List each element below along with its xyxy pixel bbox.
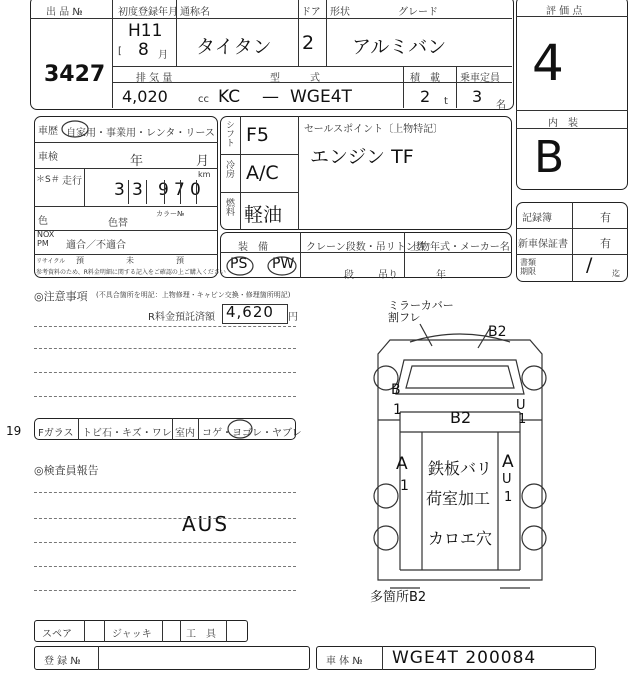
- interior-score: B: [534, 132, 565, 183]
- recycle-col: 預: [76, 256, 84, 265]
- body-note: カロエ穴: [428, 529, 493, 548]
- equip-label: 装 備: [238, 242, 268, 253]
- mileage-unit: km: [198, 170, 211, 179]
- rating-box: [516, 0, 628, 190]
- lot-label: 出 品 №: [46, 7, 83, 18]
- interior-label: 内 装: [548, 118, 578, 129]
- mileage-digit: 3: [114, 180, 125, 200]
- equip-ps: PS: [230, 256, 248, 272]
- history-circle-mark: [60, 118, 90, 140]
- period-label: 書類期限: [520, 258, 536, 276]
- capacity-label: 積 載: [410, 73, 440, 84]
- upper-label: 上物年式・メーカー名: [410, 242, 510, 253]
- mileage-label: 走行: [62, 176, 82, 187]
- recycle-label: リサイクル: [36, 258, 66, 265]
- mileage-digit: 3: [132, 180, 143, 200]
- history-options: 自家用・事業用・レンタ・リース: [66, 128, 215, 139]
- rating-score: 4: [532, 34, 564, 92]
- model-name: タイタン: [196, 36, 272, 58]
- displacement-label: 排 気 量: [136, 73, 173, 84]
- chassis-value: WGE4T 200084: [392, 648, 537, 668]
- checklist-item: コゲ・ヨゴレ・ヤブレ: [202, 428, 302, 439]
- record-label: 記録簿: [522, 213, 552, 224]
- type-code: WGE4T: [290, 87, 352, 107]
- nox-label: NOX PM: [37, 230, 55, 248]
- displacement-unit: cc: [198, 94, 209, 105]
- equip-circles: [224, 254, 304, 278]
- mileage-digit: 9: [158, 180, 169, 200]
- period-unit: 迄: [612, 269, 620, 278]
- recycle-fee-label: R料金預託済額: [148, 312, 215, 323]
- notes-title-note: (不具合箇所を明記：上物修理・キャビン交換・修理箇所明記): [96, 291, 291, 299]
- damage-mark: B: [391, 382, 401, 398]
- inspector-comment: AUS: [182, 512, 230, 536]
- color-no-label: カラー№: [156, 210, 185, 218]
- chassis-label: 車 体 №: [326, 656, 363, 667]
- type-label: 型 式: [270, 73, 320, 84]
- grade-label: グレード: [398, 7, 438, 18]
- diagram-bottom-note: 多箇所B2: [370, 590, 427, 605]
- shift-value: F5: [246, 124, 270, 146]
- damage-mark: B2: [488, 324, 507, 340]
- damage-mark: 1: [504, 490, 513, 505]
- inspection-month: 月: [196, 154, 210, 169]
- passengers-unit: 名: [496, 100, 506, 111]
- damage-mark: 1: [518, 412, 527, 427]
- tools-label: 工 具: [186, 629, 216, 640]
- inspection-year: 年: [130, 154, 144, 169]
- equip-pw: PW: [272, 256, 295, 272]
- ac-value: A/C: [246, 162, 279, 184]
- damage-mark: A: [396, 454, 408, 474]
- crane-label: クレーン段数・吊リトン数: [306, 242, 426, 253]
- mileage-prefix: ＊S＃: [36, 175, 60, 185]
- ac-label: 冷房: [224, 160, 234, 178]
- month-unit: 月: [158, 50, 168, 61]
- passengers-label: 乗車定員: [460, 73, 500, 84]
- model-name-label: 通称名: [180, 7, 210, 18]
- recycle-fee-value: 4,620: [226, 303, 274, 321]
- displacement-value: 4,020: [122, 87, 168, 106]
- damage-mark: 1: [393, 402, 402, 418]
- mileage-digit: 0: [190, 180, 201, 200]
- diagram-top-note: ミラーカバー 割フレ: [388, 299, 454, 324]
- stage-label: 段: [344, 270, 354, 281]
- capacity-unit: t: [444, 96, 448, 107]
- record-value: 有: [600, 211, 611, 224]
- history-label: 車歴: [38, 126, 58, 137]
- type-prefix: KC: [218, 87, 241, 107]
- damage-mark: 1: [400, 478, 409, 494]
- fuel-label: 燃料: [224, 198, 234, 216]
- notes-title: ◎注意事項: [34, 290, 88, 303]
- lot-number: 3427: [44, 62, 106, 87]
- damage-mark: B2: [450, 408, 472, 427]
- color-label: 色: [38, 216, 48, 227]
- jack-label: ジャッキ: [112, 629, 152, 640]
- recycle-fee-unit: 円: [288, 312, 298, 323]
- upper-year-label: 年: [436, 270, 446, 281]
- first-reg-month: 8: [138, 40, 149, 60]
- checklist-item: 室内: [175, 428, 195, 439]
- registration-label: 登 録 №: [44, 656, 81, 667]
- sales-point-label: セールスポイント〔上物特記〕: [304, 124, 444, 135]
- doors-value: 2: [302, 32, 315, 54]
- margin-mark: 19: [6, 424, 22, 438]
- body-note: 鉄板バリ: [428, 459, 493, 478]
- sales-point-value: エンジン TF: [310, 146, 414, 168]
- recycle-note: 参考資料のため、R料金明細に関する記入をご確認の上ご購入ください: [36, 269, 226, 276]
- nox-options: 適合／不適合: [66, 240, 126, 251]
- damage-mark: A: [502, 452, 514, 472]
- passengers-value: 3: [472, 87, 483, 106]
- first-reg-label: 初度登録年月: [118, 7, 178, 18]
- inspection-label: 車検: [38, 152, 58, 163]
- recycle-col: 預: [176, 256, 184, 265]
- body-note: 荷室加工: [426, 489, 491, 508]
- fuel-value: 軽油: [244, 204, 283, 226]
- shape-value: アルミバン: [352, 36, 447, 58]
- damage-mark: U: [516, 398, 526, 413]
- rating-label: 評 価 点: [546, 6, 583, 17]
- spare-label: スペア: [42, 629, 72, 640]
- warranty-value: 有: [600, 237, 611, 250]
- mileage-digit: 7: [174, 180, 185, 200]
- checklist-item: トビ石・キズ・ワレ: [82, 428, 172, 439]
- damage-mark: U: [502, 472, 512, 487]
- recycle-col: 未: [126, 256, 134, 265]
- inspector-title: ◎検査員報告: [34, 464, 99, 477]
- checklist-circle-mark: [226, 418, 254, 440]
- period-value: /: [586, 254, 593, 276]
- color-change-label: 色替: [108, 218, 128, 229]
- warranty-label: 新車保証書: [518, 239, 568, 250]
- lift-label: 吊り: [378, 270, 398, 281]
- shape-label: 形状: [330, 7, 350, 18]
- capacity-value: 2: [420, 87, 431, 106]
- first-reg-era: H11: [128, 21, 163, 41]
- checklist-item: Fガラス: [38, 428, 74, 439]
- doors-label: ドア: [301, 7, 321, 18]
- shift-label: シフト: [224, 120, 234, 147]
